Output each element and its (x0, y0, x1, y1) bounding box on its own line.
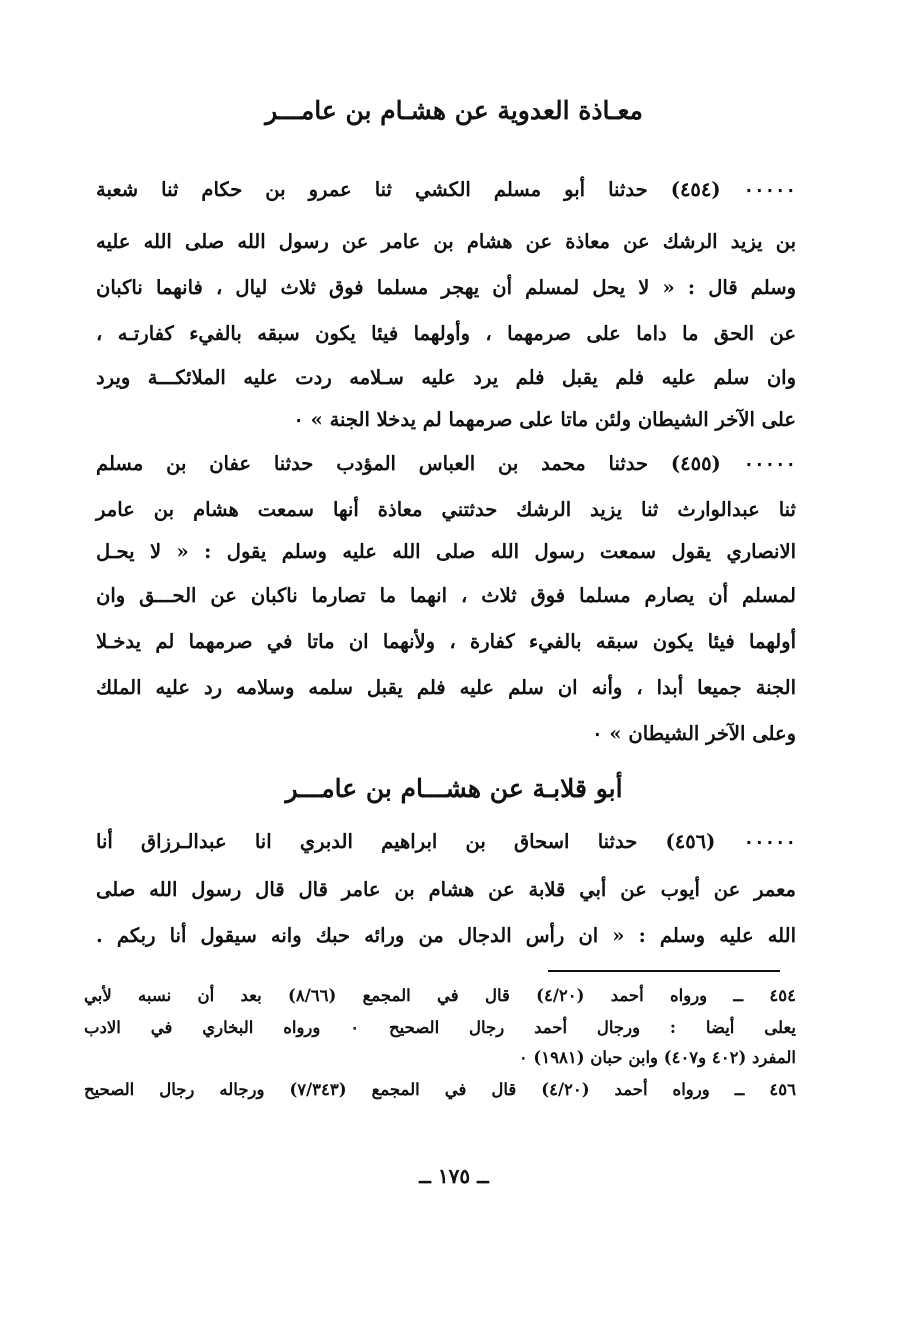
footnote-divider (548, 970, 780, 972)
page-number: ــ ١٧٥ ــ (419, 1164, 489, 1188)
footnote-line: المفرد (٤٠٢ و٤٠٧) وابن حبان (١٩٨١) ٠ (518, 1048, 796, 1067)
section-heading-abu-qilaba: أبو قلابـة عن هشـــام بن عامـــر (285, 774, 623, 803)
text-line: معمر عن أيوب عن أبي قلابة عن هشام بن عامر قال قال رسول الله صلى (96, 878, 796, 901)
section-heading-muadha: معـاذة العدوية عن هشـام بن عامـــر (265, 96, 643, 125)
footnote-line: ٤٥٦ ــ ورواه أحمد (٤/٢٠) قال في المجمع (٧/٣٤٣) ورجاله رجال الصحيح (84, 1080, 796, 1099)
footnote-line: يعلى أيضا : ورجال أحمد رجال الصحيح ٠ ورواه البخاري في الادب (84, 1018, 796, 1037)
footnote-line: ٤٥٤ ــ ورواه أحمد (٤/٢٠) قال في المجمع (٨/٦٦) بعد أن نسبه لأبي (84, 986, 796, 1005)
text-line: وعلى الآخر الشيطان » ٠ (592, 722, 796, 745)
text-line: الجنة جميعا أبدا ، وأنه ان سلم عليه فلم يقبل سلمه وسلامه رد عليه الملك (96, 676, 796, 699)
text-line: ٠٠٠٠٠ (٤٥٥) حدثنا محمد بن العباس المؤدب حدثنا عفان بن مسلم (96, 452, 796, 475)
text-line: الانصاري يقول سمعت رسول الله صلى الله عليه وسلم يقول : « لا يحـل (96, 540, 796, 563)
text-line: على الآخر الشيطان ولئن ماتا على صرمهما لم يدخلا الجنة » ٠ (293, 408, 796, 431)
text-line: وسلم قال : « لا يحل لمسلم أن يهجر مسلما فوق ثلاث ليال ، فانهما ناكبان (96, 276, 796, 299)
text-line: ٠٠٠٠٠ (٤٥٤) حدثنا أبو مسلم الكشي ثنا عمرو بن حكام ثنا شعبة (96, 178, 797, 201)
text-line: ثنا عبدالوارث ثنا يزيد الرشك حدثتني معاذة أنها سمعت هشام بن عامر (96, 498, 796, 521)
text-line: وان سلم عليه فلم يقبل فلم يرد عليه سـلامه ردت عليه الملائكـــة ويرد (96, 366, 796, 389)
text-line: بن يزيد الرشك عن معاذة عن هشام بن عامر عن رسول الله صلى الله عليه (96, 230, 796, 253)
text-line: لمسلم أن يصارم مسلما فوق ثلاث ، انهما ما تصارما ناكبان عن الحـــق وان (96, 584, 796, 607)
text-line: ٠٠٠٠٠ (٤٥٦) حدثنا اسحاق بن ابراهيم الدبري انا عبدالـرزاق أنا (96, 830, 796, 853)
text-line: عن الحق ما داما على صرمهما ، وأولهما فيئا يكون سبقه بالفيء كفارتـه ، (96, 322, 796, 345)
text-line: الله عليه وسلم : « ان رأس الدجال من ورائه حبك وانه سيقول أنا ربكم . (96, 924, 796, 947)
text-line: أولهما فيئا يكون سبقه بالفيء كفارة ، ولأنهما ان ماتا في صرمهما لم يدخـلا (96, 630, 796, 653)
